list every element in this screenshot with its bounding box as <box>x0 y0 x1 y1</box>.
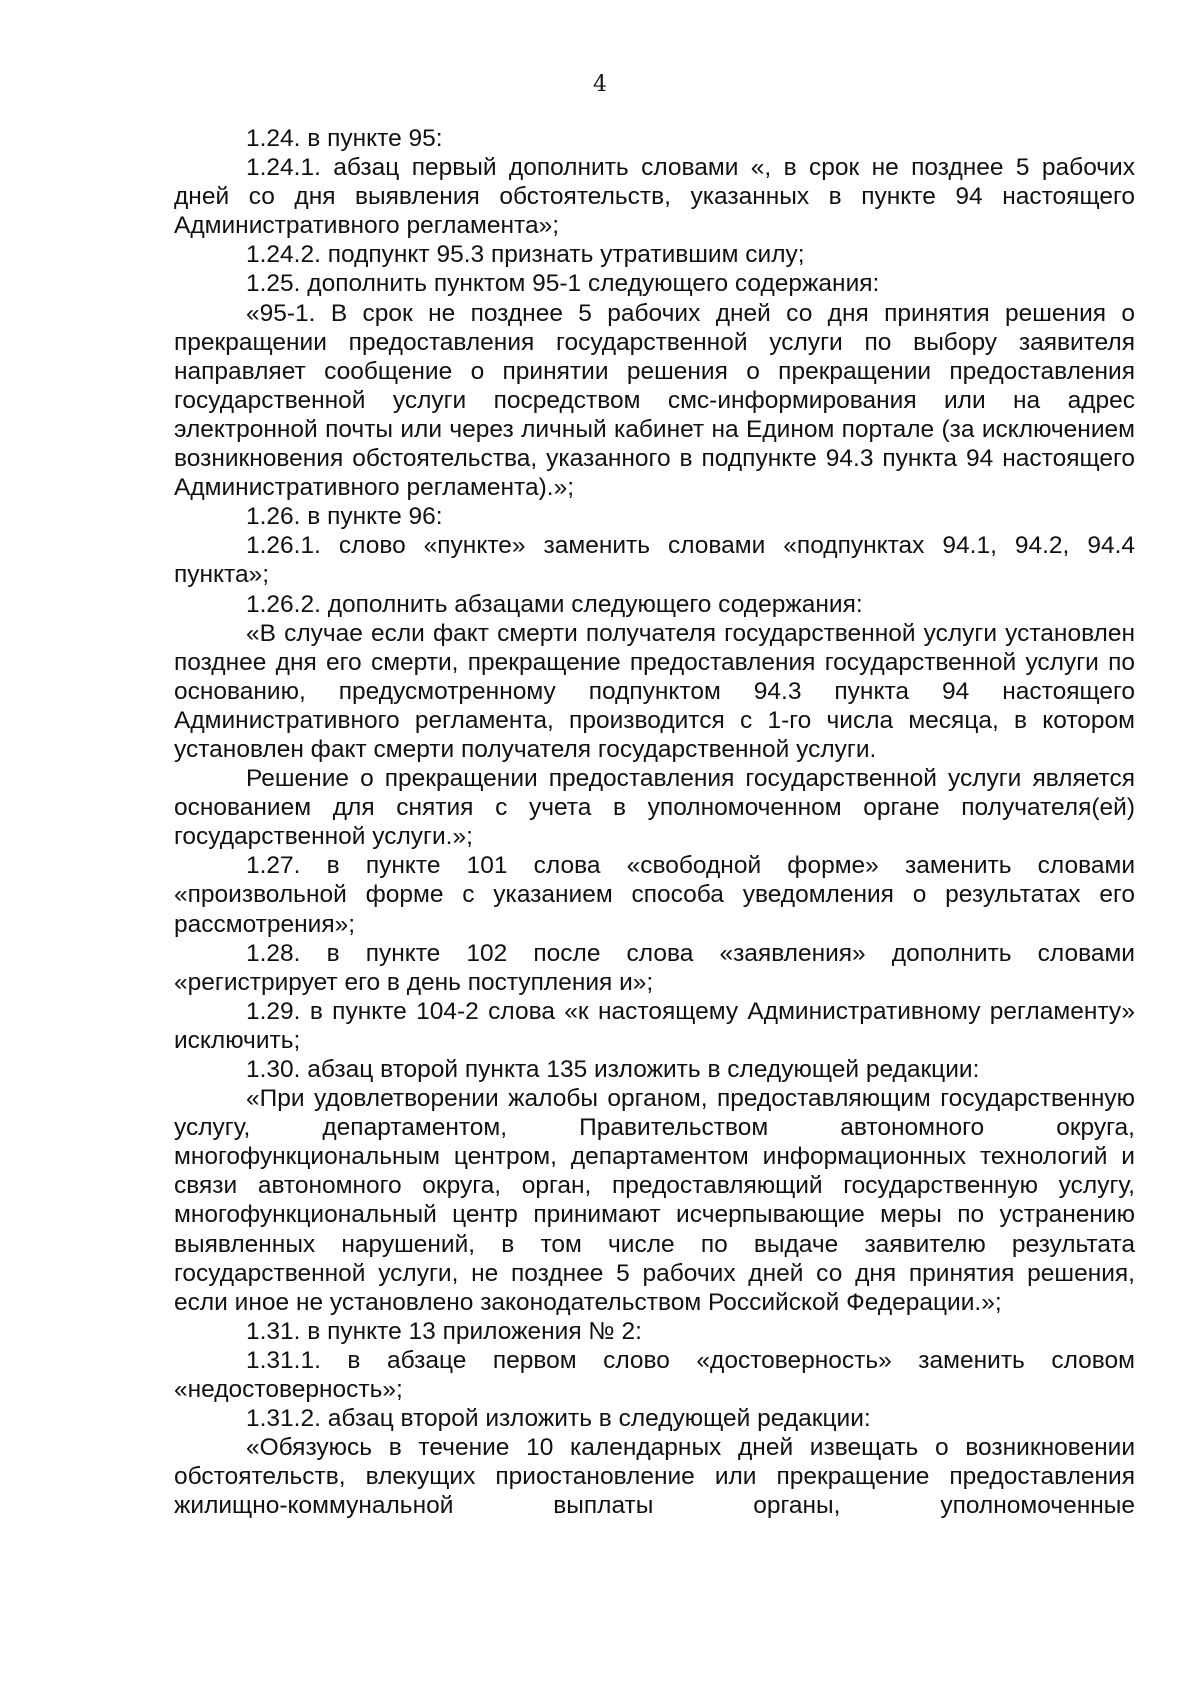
paragraph-1-24-1: 1.24.1. абзац первый дополнить словами «, в срок не позднее 5 рабочих дней со дня выявления обстоятельств, указанных в пункте 94 настоящего Административного регламента»; <box>174 154 1135 240</box>
paragraph-1-24: 1.24. в пункте 95: <box>246 125 443 152</box>
paragraph-complaint-text: «При удовлетворении жалобы органом, предоставляющим государственную услугу, департаментом, Правительством автономного округа, многофункциональным центром, департаментом информационных технологий и связи автономного округа, орган, предоставляющий государственную услугу, многофункциональный центр принимают исчерпывающие меры по устранению выявленных нарушений, в том числе по выдаче заявителю результата государственной услуги, не позднее 5 рабочих дней со дня принятия решения, если иное не установлено законодательством Российской Федерации.»; <box>174 1085 1135 1316</box>
paragraph-1-31-1: 1.31.1. в абзаце первом слово «достоверность» заменить словом «недостоверность»; <box>174 1346 1135 1404</box>
paragraph-1-25: 1.25. дополнить пунктом 95-1 следующего содержания: <box>246 270 880 298</box>
paragraph-death-case: «В случае если факт смерти получателя государственной услуги установлен позднее дня его смерти, прекращение предоставления государственной услуги по основанию, предусмотренному подпунктом 94.3 пункта 94 настоящего Административного регламента, производится с 1-го числа месяца, в котором установлен факт смерти получателя государственной услуги. <box>174 619 1135 763</box>
paragraph-1-31-2: 1.31.2. абзац второй изложить в следующей редакции: <box>246 1405 871 1433</box>
paragraph-1-24-2: 1.24.2. подпункт 95.3 признать утратившим силу; <box>246 241 805 269</box>
paragraph-decision: Решение о прекращении предоставления государственной услуги является основанием для снятия с учета в уполномоченном органе получателя(ей) государственной услуги.»; <box>174 765 1135 851</box>
paragraph-1-30: 1.30. абзац второй пункта 135 изложить в следующей редакции: <box>246 1056 980 1083</box>
paragraph-1-29: 1.29. в пункте 104-2 слова «к настоящему Административному регламенту» исключить; <box>174 997 1135 1054</box>
document-body <box>174 124 1135 1521</box>
paragraph-1-27: 1.27. в пункте 101 слова «свободной форме» заменить словами «произвольной форме с указанием способа уведомления о результатах его рассмотрения»; <box>174 852 1135 938</box>
page-number: 4 <box>593 72 607 97</box>
paragraph-1-28: 1.28. в пункте 102 после слова «заявления» дополнить словами «регистрирует его в день поступления и»; <box>174 939 1135 996</box>
paragraph-1-26-1: 1.26.1. слово «пункте» заменить словами «подпунктах 94.1, 94.2, 94.4 пункта»; <box>174 532 1135 589</box>
paragraph-1-26-2: 1.26.2. дополнить абзацами следующего содержания: <box>246 590 863 618</box>
paragraph-1-31: 1.31. в пункте 13 приложения № 2: <box>246 1317 642 1345</box>
paragraph-1-26: 1.26. в пункте 96: <box>246 503 443 531</box>
paragraph-obligation-text: «Обязуюсь в течение 10 календарных дней извещать о возникновении обстоятельств, влекущих приостановление или прекращение предоставления жилищно-коммунальной выплаты органы, уполномоченные <box>174 1434 1135 1520</box>
paragraph-95-1-text: «95-1. В срок не позднее 5 рабочих дней со дня принятия решения о прекращении предоставления государственной услуги по выбору заявителя направляет сообщение о принятии решения о прекращении предоставления государственной услуги посредством смс-информирования или на адрес электронной почты или через личный кабинет на Едином портале (за исключением возникновения обстоятельства, указанного в подпункте 94.3 пункта 94 настоящего Административного регламента).»; <box>174 299 1135 502</box>
